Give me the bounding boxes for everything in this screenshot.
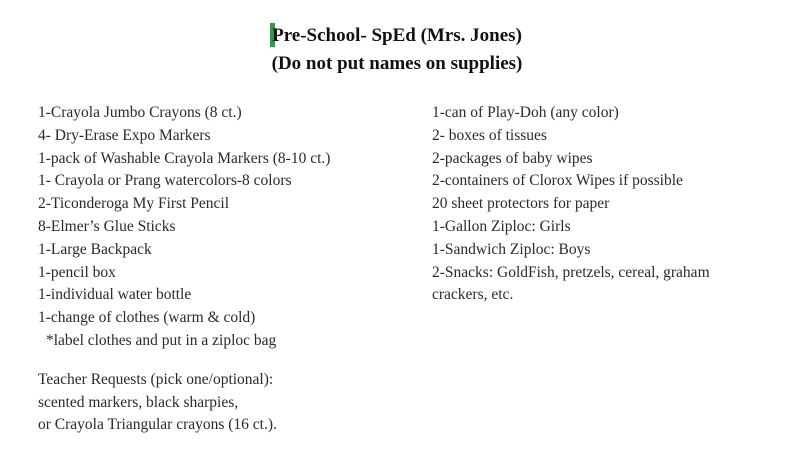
list-item: 1-Large Backpack: [38, 240, 152, 258]
list-item: 1-Sandwich Ziploc: Boys: [432, 240, 591, 258]
list-item: 2-packages of baby wipes: [432, 149, 593, 167]
teacher-requests-heading: Teacher Requests (pick one/optional):: [38, 370, 274, 388]
page-subtitle: (Do not put names on supplies): [271, 53, 523, 74]
list-item: 1-can of Play-Doh (any color): [432, 104, 619, 121]
page-title: Pre-School- SpEd (Mrs. Jones): [272, 25, 522, 46]
list-item: 4- Dry-Erase Expo Markers: [38, 126, 211, 144]
list-item: 1-Crayola Jumbo Crayons (8 ct.): [38, 104, 242, 121]
teacher-requests-line: or Crayola Triangular crayons (16 ct.).: [38, 416, 277, 434]
left-supply-column: [38, 102, 418, 437]
teacher-requests-line: scented markers, black sharpies,: [38, 393, 239, 411]
list-item: 1-pack of Washable Crayola Markers (8-10 ct.): [38, 149, 331, 167]
list-item: 1-change of clothes (warm & cold): [38, 309, 256, 327]
list-item: 1-pencil box: [38, 263, 116, 281]
list-item: 1-individual water bottle: [38, 286, 192, 304]
list-item: 2- boxes of tissues: [432, 126, 547, 144]
list-item: 1- Crayola or Prang watercolors-8 colors: [38, 172, 292, 190]
list-item: 2-Snacks: GoldFish, pretzels, cereal, graham: [432, 263, 710, 281]
list-item: 8-Elmer’s Glue Sticks: [38, 217, 176, 235]
list-item: 1-Gallon Ziploc: Girls: [432, 217, 571, 235]
list-item: 20 sheet protectors for paper: [432, 195, 610, 213]
list-item: 2-containers of Clorox Wipes if possible: [432, 172, 683, 190]
list-item: crackers, etc.: [432, 286, 514, 304]
right-supply-column: [432, 102, 772, 307]
spacer: [38, 353, 418, 369]
list-item: 2-Ticonderoga My First Pencil: [38, 195, 230, 213]
clothes-note: *label clothes and put in a ziploc bag: [46, 331, 277, 349]
